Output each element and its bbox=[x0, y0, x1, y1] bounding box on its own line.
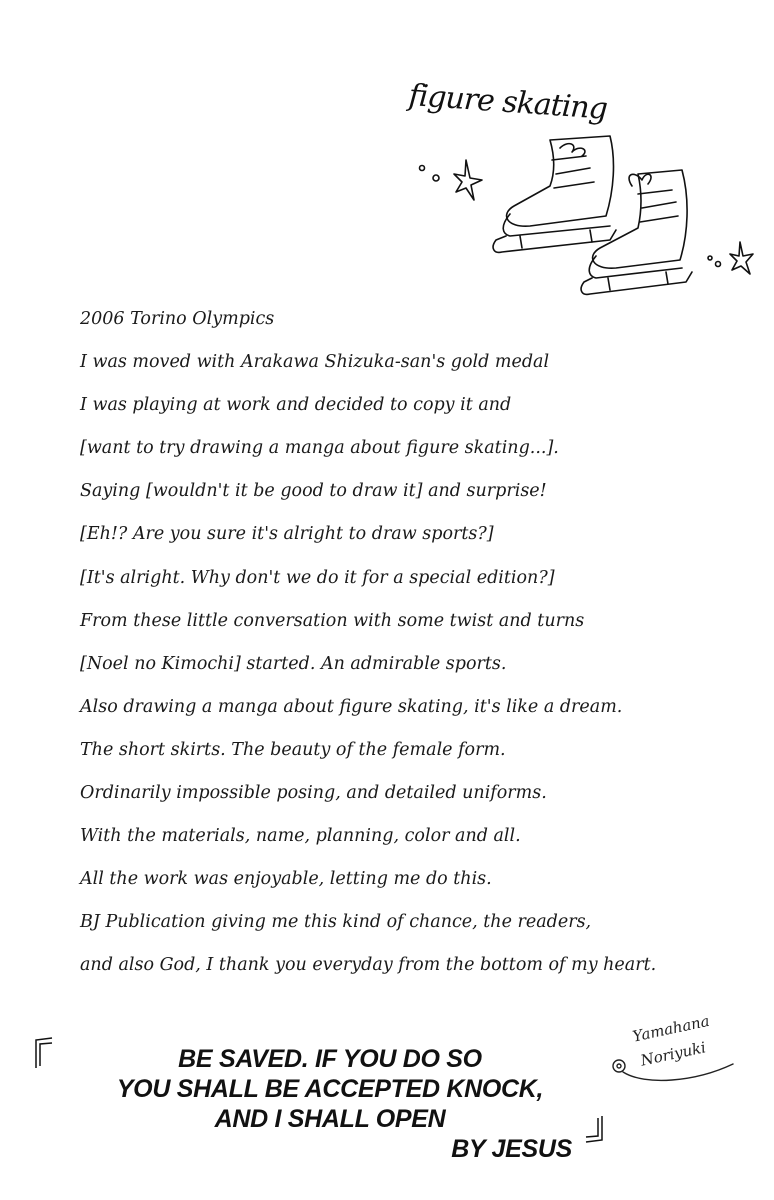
letter-line: [Noel no Kimochi] started. An admirable sports. bbox=[80, 653, 507, 674]
quote-line: BE SAVED. IF YOU DO SO bbox=[178, 1045, 482, 1073]
letter-line: The short skirts. The beauty of the female form. bbox=[80, 739, 506, 760]
quote-author: BY JESUS bbox=[451, 1135, 572, 1163]
letter-line: Ordinarily impossible posing, and detailed uniforms. bbox=[80, 783, 547, 804]
signature-line: Noriyuki bbox=[639, 1038, 708, 1070]
letter-line: With the materials, name, planning, color and all. bbox=[80, 826, 521, 847]
letter-line: [want to try drawing a manga about figure skating...]. bbox=[80, 438, 559, 459]
ice-skates-icon bbox=[410, 130, 770, 310]
letter-line: Saying [wouldn't it be good to draw it] and surprise! bbox=[80, 481, 547, 502]
bible-quote bbox=[60, 1044, 600, 1164]
letter-line: From these little conversation with some twist and turns bbox=[80, 610, 585, 631]
letter-line: and also God, I thank you everyday from the bottom of my heart. bbox=[80, 955, 657, 976]
letter-line: [Eh!? Are you sure it's alright to draw sports?] bbox=[80, 524, 494, 545]
letter-line: BJ Publication giving me this kind of chance, the readers, bbox=[80, 912, 592, 933]
signature-swirl-icon bbox=[605, 1024, 765, 1104]
author-signature bbox=[605, 1011, 765, 1104]
letter-line: I was moved with Arakawa Shizuka-san's gold medal bbox=[80, 352, 550, 373]
open-quote-bracket-icon bbox=[32, 1036, 54, 1070]
letter-body bbox=[80, 298, 770, 988]
signature-line: Yamahana bbox=[631, 1011, 712, 1046]
letter-line: [It's alright. Why don't we do it for a special edition?] bbox=[80, 567, 555, 588]
letter-line: All the work was enjoyable, letting me do this. bbox=[80, 869, 492, 890]
letter-line: 2006 Torino Olympics bbox=[80, 309, 275, 329]
letter-line: Also drawing a manga about figure skating, it's like a dream. bbox=[80, 696, 623, 717]
letter-line: I was playing at work and decided to copy it and bbox=[80, 395, 512, 416]
page-title: figure skating bbox=[407, 78, 609, 127]
quote-line: YOU SHALL BE ACCEPTED KNOCK, bbox=[116, 1075, 544, 1103]
quote-line: AND I SHALL OPEN bbox=[214, 1105, 446, 1133]
